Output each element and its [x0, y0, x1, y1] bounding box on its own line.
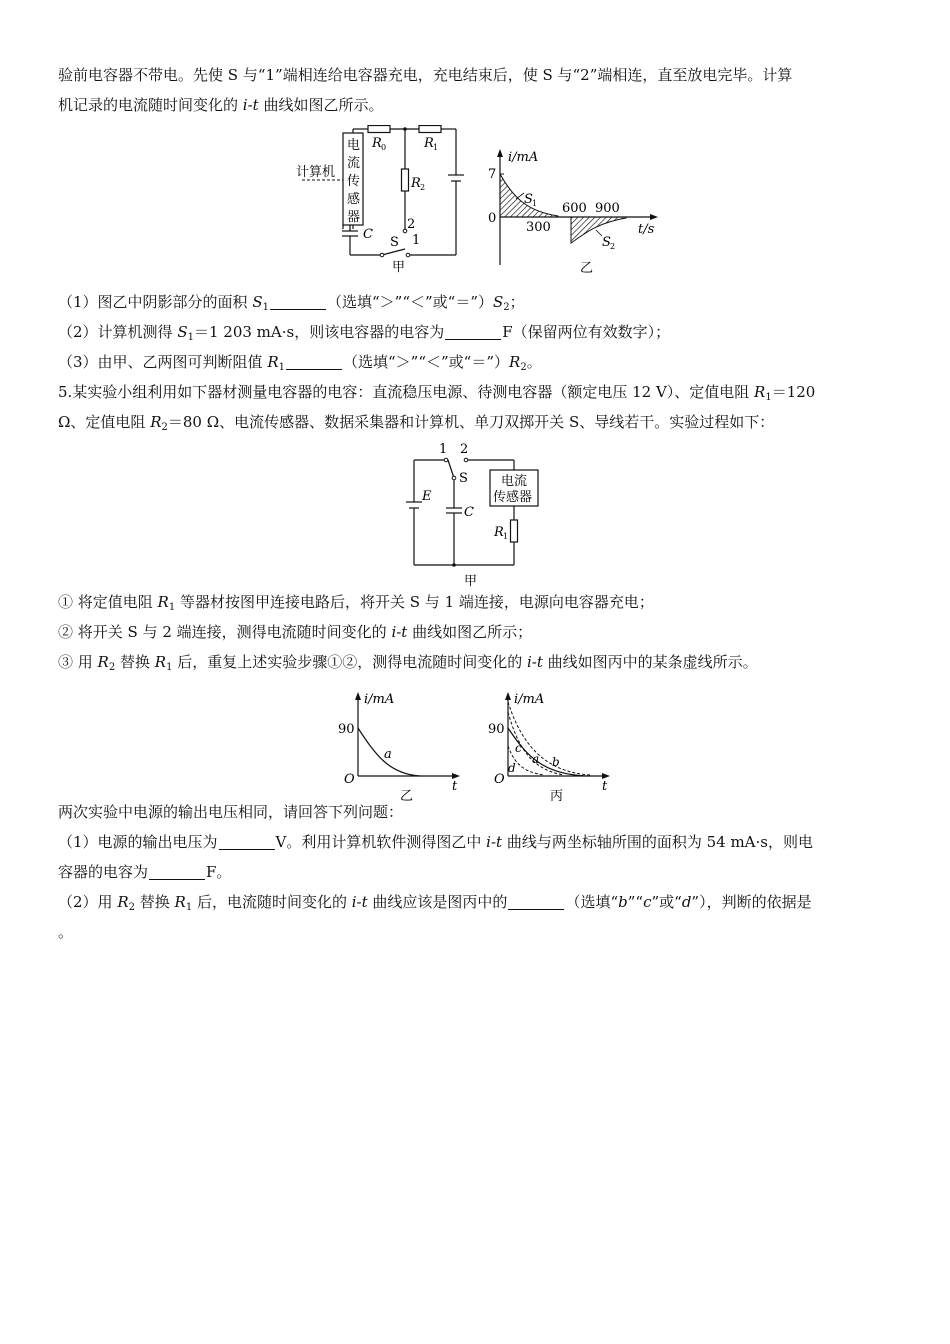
switch-terminal — [380, 253, 384, 257]
answer-blank[interactable] — [286, 355, 342, 370]
switch-terminal — [464, 458, 468, 462]
intro-line-1: 验前电容器不带电。先使 S 与“1”端相连给电容器充电，充电结束后，使 S 与“2”端相连，直至放电完毕。计算 — [58, 66, 793, 84]
question-5-2-line-2: 。 — [58, 923, 74, 941]
x-axis-label: t — [602, 779, 608, 794]
question-5-1-line-1: （1）电源的输出电压为 V。利用计算机软件测得图乙中 i-t 曲线与两坐标轴所围的面积为 54 mA·s，则电 — [58, 833, 813, 851]
tick-label-900: 900 — [595, 201, 620, 216]
junction-dot — [403, 127, 407, 131]
curve-a-label: a — [384, 747, 392, 762]
capacitor-label: C — [464, 505, 474, 520]
r0-label: R — [372, 136, 382, 151]
terminal-2-label: 2 — [407, 217, 416, 232]
leader-line — [516, 193, 524, 199]
resistor-r2 — [402, 169, 409, 191]
sensor-label-line-2: 传感器 — [493, 490, 533, 505]
x-axis-label: t/s — [638, 222, 655, 237]
x-axis-arrow — [650, 214, 658, 220]
intro-line-2: 机记录的电流随时间变化的 i-t 曲线如图乙所示。 — [58, 96, 384, 114]
x-axis-label: t — [452, 779, 458, 794]
origin-label: O — [494, 772, 505, 787]
junction-dot — [452, 563, 456, 567]
answer-blank[interactable] — [149, 865, 205, 880]
y-axis-label: i/mA — [508, 150, 539, 165]
terminal-2-label: 2 — [460, 442, 469, 457]
switch-pivot — [452, 476, 456, 480]
step-3: ③ 用 $R_2$ 替换 $R_1$ 后，重复上述实验步骤①②，测得电流随时间变化的 i-t 曲线如图丙中的某条虚线所示。 — [58, 653, 758, 673]
question-5-stem-2: Ω、定值电阻 $R_2=80$ Ω、电流传感器、数据采集器和计算机、单刀双掷开关 S、导线若干。实验过程如下： — [58, 413, 775, 433]
terminal-1-label: 1 — [439, 442, 448, 457]
switch-label: S — [390, 235, 399, 250]
origin-label: 0 — [488, 211, 497, 226]
discharge-area-s2 — [571, 217, 626, 243]
y-axis-arrow — [505, 692, 511, 700]
tick-label-90: 90 — [488, 722, 505, 737]
switch-label: S — [459, 471, 468, 486]
resistor-r0 — [368, 126, 390, 133]
origin-label: O — [344, 772, 355, 787]
sensor-label-char: 传 — [347, 174, 361, 189]
question-4-3: （3）由甲、乙两图可判断阻值 $R_1$ （选填“＞”“＜”或“$=”)R_2$。 — [58, 353, 542, 373]
curve-b-label: b — [552, 755, 560, 769]
chart-it-yi-2 — [338, 688, 468, 803]
source-label: E — [422, 489, 432, 504]
question-5-stem-1: 5.某实验小组利用如下器材测量电容器的电容：直流稳压电源、待测电容器（额定电压 12 V）、定值电阻 $R_1=120$ — [58, 383, 816, 403]
switch-terminal — [406, 253, 410, 257]
figure-caption: 丙 — [550, 789, 564, 803]
answer-blank[interactable] — [508, 895, 564, 910]
tick-label-7: 7 — [488, 167, 497, 182]
y-axis-arrow — [355, 692, 361, 700]
sensor-label-char: 感 — [347, 192, 361, 207]
s1-label: S — [524, 192, 533, 207]
circuit-diagram-jia-2 — [402, 440, 552, 592]
terminal-1-label: 1 — [412, 233, 421, 248]
tick-label-600: 600 — [562, 201, 587, 216]
figure-caption: 甲 — [392, 260, 406, 275]
circuit-diagram-jia-1 — [290, 125, 470, 275]
curve-a-label: a — [532, 752, 540, 766]
r2-label: R — [411, 176, 421, 191]
curve-b — [508, 702, 590, 775]
resistor-r1 — [419, 126, 441, 133]
question-4-1: （1）图乙中阴影部分的面积 $S_1$ （选填“＞”“＜”或“$=”)S_2$； — [58, 293, 525, 313]
capacitor-label: C — [363, 227, 373, 242]
answer-blank[interactable] — [270, 295, 326, 310]
y-axis-label: i/mA — [514, 692, 545, 707]
svg-text:1: 1 — [503, 532, 509, 541]
question-5-2-line-1: （2）用 $R_2$ 替换 $R_1$ 后，电流随时间变化的 i-t 曲线应该是图丙中的 （选填“b”“c”或“d”），判断的依据是 — [58, 893, 812, 913]
figure-caption: 乙 — [400, 789, 414, 803]
step-1: ① 将定值电阻 $R_1$ 等器材按图甲连接电路后，将开关 S 与 1 端连接，电源向电容器充电； — [58, 593, 654, 613]
figure-spacer-3 — [58, 677, 892, 797]
y-axis-arrow — [497, 149, 503, 157]
figure-spacer-1 — [58, 120, 892, 287]
svg-text:2: 2 — [420, 183, 426, 192]
tick-label-300: 300 — [526, 220, 551, 235]
answer-blank[interactable] — [219, 835, 275, 850]
sensor-label-char: 流 — [347, 156, 361, 171]
sensor-label-char: 电 — [347, 138, 361, 153]
question-5-prompt: 两次实验中电源的输出电压相同，请回答下列问题： — [58, 803, 404, 821]
s2-label: S — [602, 235, 611, 250]
svg-text:2: 2 — [610, 242, 616, 251]
y-axis-label: i/mA — [364, 692, 395, 707]
svg-text:1: 1 — [433, 143, 439, 152]
resistor-r1 — [511, 520, 518, 542]
svg-text:1: 1 — [532, 199, 538, 208]
svg-text:0: 0 — [381, 143, 387, 152]
tick-label-90: 90 — [338, 722, 355, 737]
question-4-2: （2）计算机测得 $S_1=1$ 203 mA·s，则该电容器的电容为 F（保留两位有效数字）； — [58, 323, 671, 343]
figure-caption: 乙 — [580, 261, 594, 276]
question-5-1-line-2: 容器的电容为 F。 — [58, 863, 232, 881]
chart-it-yi-1 — [478, 147, 668, 277]
switch-terminal — [444, 458, 448, 462]
step-2: ② 将开关 S 与 2 端连接，测得电流随时间变化的 i-t 曲线如图乙所示； — [58, 623, 533, 641]
curve-c-label: c — [515, 741, 522, 755]
switch-blade — [448, 460, 454, 478]
r1-label: R — [494, 525, 504, 540]
sensor-label-char: 器 — [347, 210, 361, 225]
computer-label: 计算机 — [296, 165, 336, 180]
r1-label: R — [424, 136, 434, 151]
figure-caption: 甲 — [464, 574, 478, 589]
curve-d-label: d — [508, 761, 516, 775]
sensor-label-line-1: 电流 — [501, 474, 528, 489]
chart-it-bing — [488, 688, 618, 803]
answer-blank[interactable] — [445, 325, 501, 340]
